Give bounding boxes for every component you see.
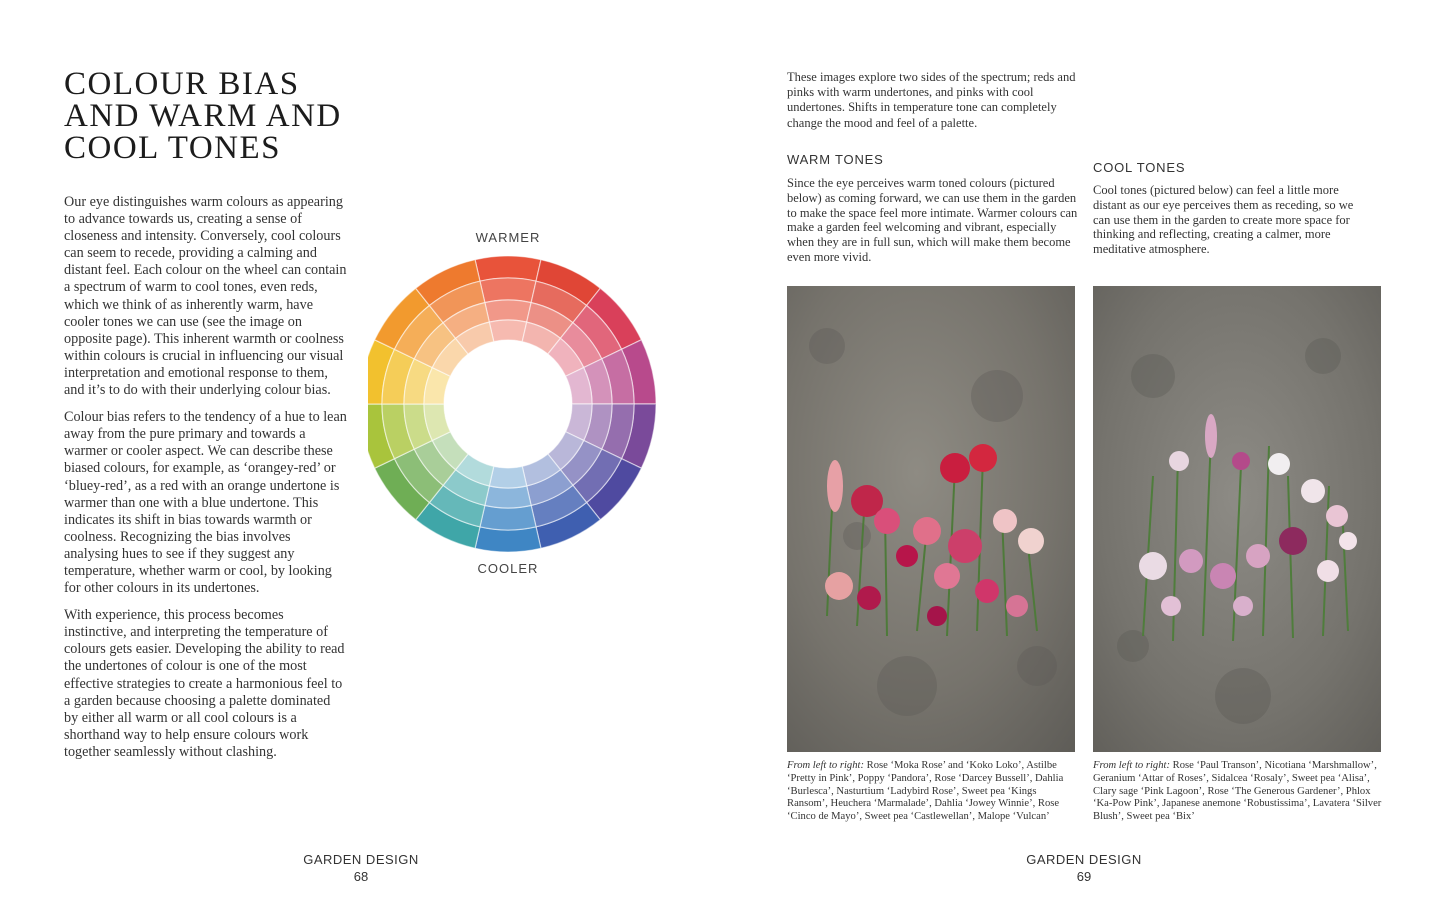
- paragraph: With experience, this process becomes instinctive, and interpreting the temperature of colours gets easier. Developing the ability to read the undertones of colour is one of the most effective strategies to create a harmonious feel to a garden because choosing a palette dominated by either all warm or all cool colours is a shorthand way to help ensure colours work together seamlessly without clashing.: [64, 607, 345, 760]
- cool-flowers-photo: [1093, 286, 1381, 752]
- page-title: [64, 68, 384, 164]
- page-number: 68: [353, 869, 369, 884]
- title-line-1: COLOUR BIAS: [64, 66, 300, 102]
- title-line-2: AND WARM AND: [64, 98, 342, 134]
- wheel-segment: [480, 505, 536, 530]
- wheel-segment: [489, 320, 526, 342]
- wheel-segment: [485, 300, 531, 322]
- left-page: [0, 0, 722, 910]
- body-text: [64, 194, 348, 771]
- caption-lead: From left to right:: [787, 760, 864, 771]
- paragraph: Our eye distinguishes warm colours as appearing to advance towards us, creating a sense of closeness and intensity. Conversely, cool colours can seem to recede, providing a calming and distant feel. Each colour on the wheel can contain a spectrum of warm to cool tones, even reds, which we think of as inherently warm, have cooler tones we can use (see the image on opposite page). This inherent warmth or coolness within colours is crucial in influencing our visual interpretation and emotional response to them, and it’s to do with their underlying colour bias.: [64, 194, 347, 399]
- warm-tones-heading: WARM TONES: [787, 152, 884, 167]
- caption-text: Rose ‘Moka Rose’ and ‘Koko Loko’, Astilbe ‘Pretty in Pink’, Poppy ‘Pandora’, Rose ‘Darcey Bussell’, Dahlia ‘Burlesca’, Nasturtium ‘Ladybird Rose’, Sweet pea ‘Kings Ransom’, Heuchera ‘Marmalade’, Dahlia ‘Jowey Winnie’, Rose ‘Cinco de Mayo’, Sweet pea ‘Castlewellan’, Malope ‘Vulcan’: [787, 760, 1064, 823]
- cooler-label: COOLER: [477, 561, 539, 576]
- wheel-segment: [485, 486, 531, 508]
- colour-wheel: [368, 256, 664, 556]
- footer-section: GARDEN DESIGN: [303, 852, 419, 867]
- page-number: 69: [1076, 869, 1092, 884]
- warm-flowers-photo: [787, 286, 1075, 752]
- caption-lead: From left to right:: [1093, 760, 1170, 771]
- right-page: [722, 0, 1445, 910]
- caption-text: Rose ‘Paul Transon’, Nicotiana ‘Marshmallow’, Geranium ‘Attar of Roses’, Sidalcea ‘Rosaly’, Sweet pea ‘Alisa’, Clary sage ‘Pink Lagoon’, Rose ‘The Generous Gardener’, Phlox ‘Ka-Pow Pink’, Japanese anemone ‘Robustissima’, Lavatera ‘Silver Blush’, Sweet pea ‘Bix’: [1093, 760, 1382, 823]
- warm-photo-caption: [787, 760, 1079, 824]
- title-line-3: COOL TONES: [64, 130, 281, 166]
- intro-text: These images explore two sides of the spectrum; reds and pinks with warm undertones, and pinks with cool undertones. Shifts in temperature tone can completely change the mood and feel of a palette.: [787, 70, 1076, 130]
- wheel-segment: [480, 278, 536, 303]
- footer-right: [984, 852, 1184, 884]
- paragraph: Colour bias refers to the tendency of a hue to lean away from the pure primary and towards a warmer or cooler aspect. We can describe these biased colours, for example, as ‘orangey-red’ or ‘bluey-red’, as a red with an orange undertone is warmer than one with a blue undertone. This indicates its shift in bias towards warmth or coolness. Recognizing the bias involves analysing hues to see if they suggest any temperature, whether warm or cool, by looking for other colours in its undertones.: [64, 409, 347, 597]
- wheel-segment: [489, 466, 526, 488]
- wheel-centre: [444, 340, 572, 468]
- cool-photo-caption: [1093, 760, 1385, 824]
- cool-tones-text: Cool tones (pictured below) can feel a little more distant as our eye perceives them as receding, so we can use them in the garden to create more space for thinking and reflecting, creating a calmer, more meditative atmosphere.: [1093, 183, 1354, 257]
- warmer-label: WARMER: [475, 230, 541, 245]
- footer-section: GARDEN DESIGN: [1026, 852, 1142, 867]
- warm-tones-text: Since the eye perceives warm toned colours (pictured below) as coming forward, we can use them in the garden to make the space feel more intimate. Warmer colours can make a garden feel welcoming and vibrant, especially when they are in full sun, which will make them become even more vivid.: [787, 176, 1078, 264]
- cool-tones-heading: COOL TONES: [1093, 160, 1186, 175]
- colour-wheel-figure: [368, 228, 664, 578]
- footer-left: [261, 852, 461, 884]
